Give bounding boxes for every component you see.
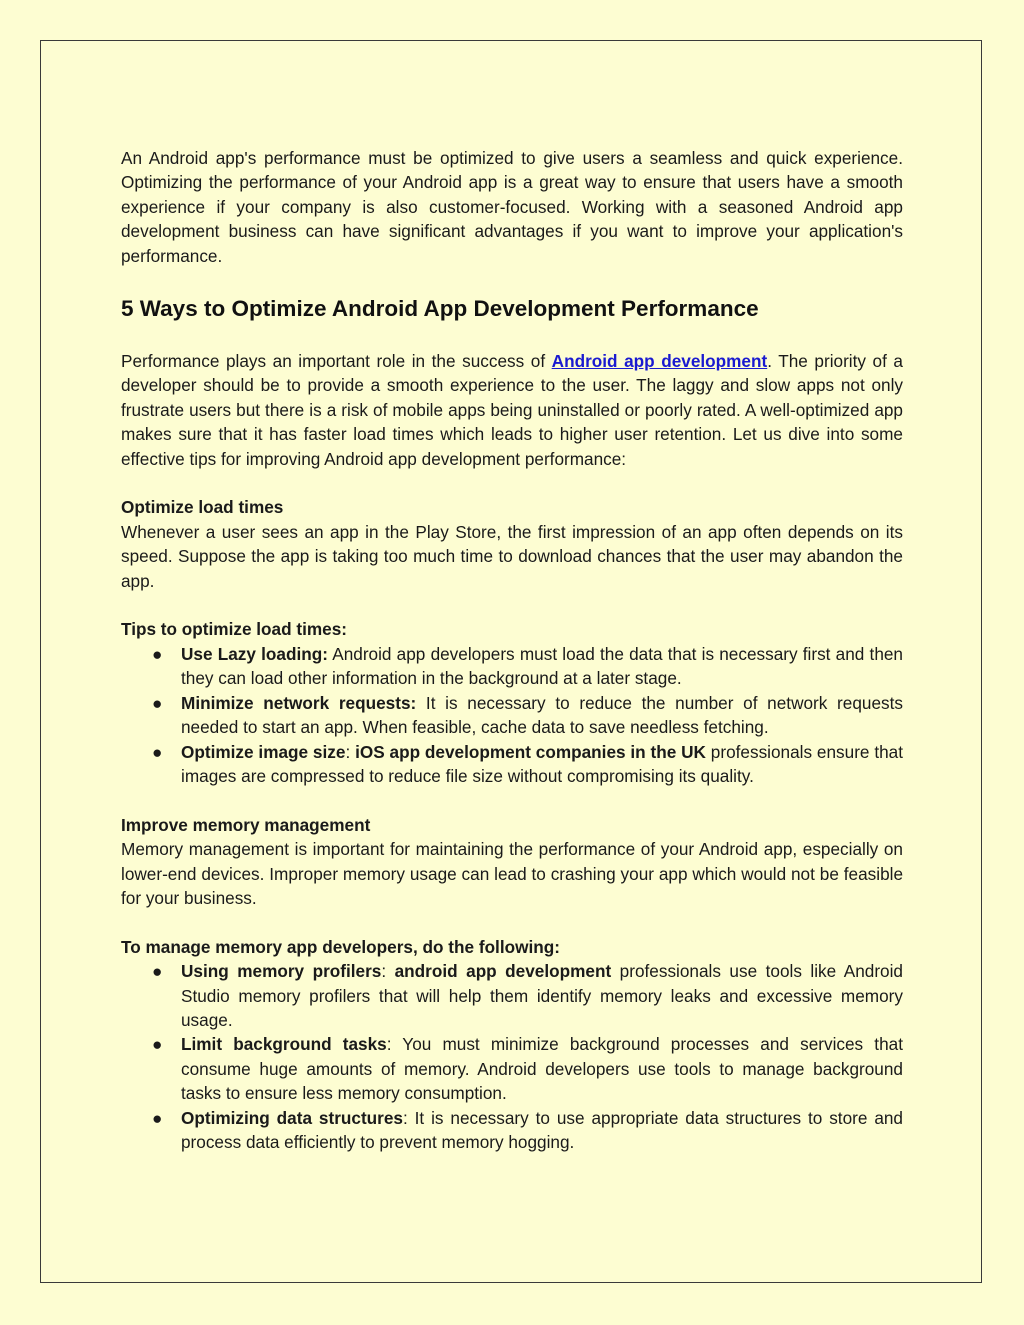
performance-text-before: Performance plays an important role in the success of — [121, 351, 552, 372]
tip-text: professionals ensure that images are compressed to reduce file size without compromising its quality. — [181, 741, 903, 786]
memory-list-title: To manage memory app developers, do the following: — [121, 936, 560, 957]
item-sep: : — [381, 961, 395, 982]
list-item — [121, 1032, 903, 1105]
tip-text: Android app developers must load the data that is necessary first and then they can load other information in the background at a later stage. — [181, 643, 903, 689]
load-tips-list — [121, 642, 903, 788]
list-item — [121, 691, 903, 740]
item-text: : It is necessary to use appropriate data structures to store and process data efficiently to prevent memory hogging. — [181, 1107, 903, 1152]
item-text: : You must minimize background processes and services that consume huge amounts of memory. Android developers use tools to manage background tasks to ensure less memory consumption. — [181, 1034, 903, 1104]
memory-title: Improve memory management — [121, 814, 371, 835]
item-text: professionals use tools like Android Studio memory profilers that will help them identify memory leaks and excessive memory usage. — [181, 961, 903, 1030]
list-item — [121, 642, 903, 691]
tip-bold: Use Lazy loading: — [181, 643, 328, 664]
bullet-icon: ● — [152, 961, 163, 982]
item-bold: Optimizing data structures — [181, 1107, 403, 1128]
bullet-icon: ● — [152, 1034, 163, 1055]
list-item — [121, 740, 903, 789]
load-times-body: Whenever a user sees an app in the Play Store, the first impression of an app often depends on its speed. Suppose the app is taking too much time to download chances that the user may abandon the app. — [121, 521, 903, 591]
section-heading: 5 Ways to Optimize Android App Development Performance — [121, 296, 759, 322]
bullet-icon: ● — [152, 1107, 163, 1128]
document-body — [121, 146, 903, 1154]
bullet-icon: ● — [152, 643, 163, 664]
item-mid-bold: android app development — [394, 961, 612, 982]
list-item — [121, 1106, 903, 1155]
tip-sep: : — [345, 741, 356, 762]
list-item — [121, 959, 903, 1032]
item-bold: Using memory profilers — [181, 961, 382, 982]
load-tips-title: Tips to optimize load times: — [121, 619, 348, 640]
load-times-title: Optimize load times — [121, 497, 284, 518]
item-bold: Limit background tasks — [181, 1034, 387, 1055]
tip-bold: Optimize image size — [181, 741, 346, 762]
page-frame — [40, 40, 982, 1283]
bullet-icon: ● — [152, 692, 163, 713]
performance-text-after: . The priority of a developer should be to provide a smooth experience to the user. The laggy and slow apps not only frustrate users but there is a risk of mobile apps being uninstalled or poorly rated. A well-optimized app makes sure that it has faster load times which leads to higher user retention. Let us dive into some effective tips for improving Android app development performance: — [121, 351, 903, 469]
performance-paragraph — [121, 349, 903, 471]
intro-paragraph: An Android app's performance must be optimized to give users a seamless and quick experience. Optimizing the performance of your Android app is a great way to ensure that users have a smooth experience if your company is also customer-focused. Working with a seasoned Android app development business can have significant advantages if you want to improve your application's performance. — [121, 148, 903, 266]
spacer — [121, 788, 903, 812]
memory-body: Memory management is important for maintaining the performance of your Android app, especially on lower-end devices. Improper memory usage can lead to crashing your app which would not be feasible for your business. — [121, 839, 903, 908]
tip-mid-bold: iOS app development companies in the UK — [355, 741, 706, 762]
tip-text: It is necessary to reduce the number of network requests needed to start an app. When feasible, cache data to save needless fetching. — [181, 692, 903, 738]
bullet-icon: ● — [152, 741, 163, 762]
android-app-development-link[interactable]: Android app development — [551, 351, 768, 372]
memory-list — [121, 959, 903, 1154]
tip-bold: Minimize network requests: — [181, 692, 417, 713]
